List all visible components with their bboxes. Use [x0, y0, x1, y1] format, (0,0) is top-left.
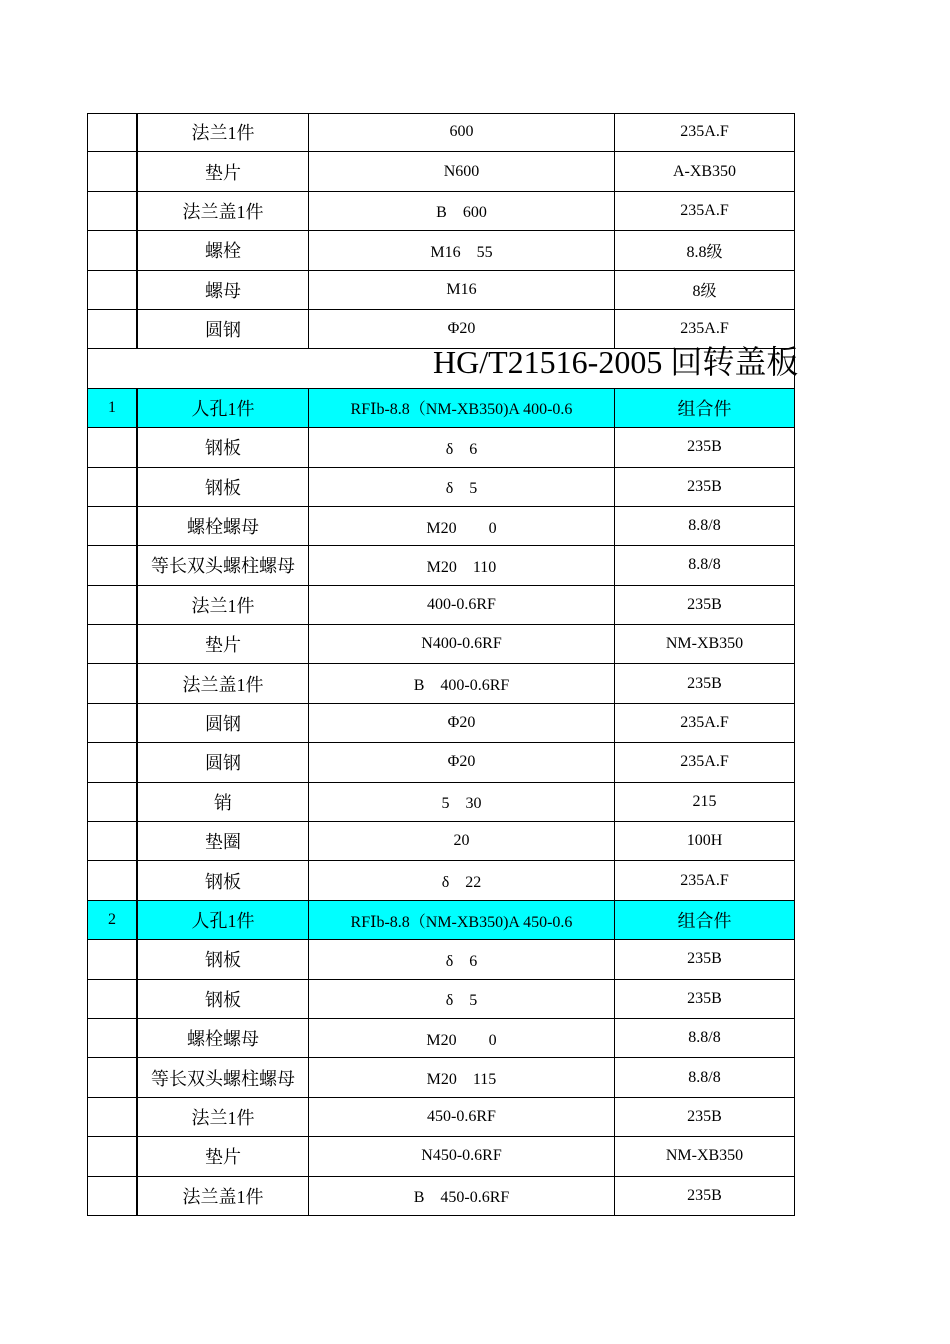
- table-row[interactable]: [87, 1137, 795, 1176]
- cell-name[interactable]: 法兰盖1件: [138, 192, 309, 230]
- cell-material[interactable]: 235B: [615, 586, 795, 624]
- cell-name[interactable]: 钢板: [138, 861, 309, 899]
- cell-name[interactable]: 螺栓螺母: [138, 507, 309, 545]
- cell-material[interactable]: 235A.F: [615, 861, 795, 899]
- cell-material[interactable]: 235A.F: [615, 192, 795, 230]
- section-title: HG/T21516-2005 回转盖板: [433, 344, 799, 381]
- cell-no[interactable]: [87, 1019, 138, 1057]
- cell-spec[interactable]: M16 55: [309, 231, 615, 269]
- cell-material[interactable]: 235A.F: [615, 310, 795, 348]
- cell-spec[interactable]: B 600: [309, 192, 615, 230]
- cell-no[interactable]: [87, 1137, 138, 1175]
- cell-material[interactable]: 235A.F: [615, 743, 795, 781]
- cell-name[interactable]: 钢板: [138, 940, 309, 978]
- cell-no[interactable]: [87, 113, 138, 151]
- table-row[interactable]: [87, 389, 795, 428]
- cell-spec[interactable]: δ 6: [309, 428, 615, 466]
- cell-material[interactable]: 235A.F: [615, 113, 795, 151]
- cell-spec[interactable]: M20 115: [309, 1058, 615, 1096]
- cell-no[interactable]: [87, 625, 138, 663]
- table-row[interactable]: [87, 468, 795, 507]
- cell-no[interactable]: [87, 704, 138, 742]
- cell-name[interactable]: 销: [138, 783, 309, 821]
- cell-material[interactable]: 8级: [615, 271, 795, 309]
- cell-name[interactable]: 人孔1件: [138, 389, 309, 427]
- cell-name[interactable]: 垫圈: [138, 822, 309, 860]
- cell-no[interactable]: [87, 1058, 138, 1096]
- cell-material[interactable]: 组合件: [615, 389, 795, 427]
- cell-material[interactable]: 235B: [615, 428, 795, 466]
- cell-material[interactable]: 235A.F: [615, 704, 795, 742]
- cell-material[interactable]: A-XB350: [615, 152, 795, 190]
- cell-material[interactable]: 8.8/8: [615, 546, 795, 584]
- cell-material[interactable]: 235B: [615, 940, 795, 978]
- cell-name[interactable]: 钢板: [138, 980, 309, 1018]
- cell-material[interactable]: 235B: [615, 1177, 795, 1215]
- cell-no[interactable]: [87, 861, 138, 899]
- table-row[interactable]: [87, 546, 795, 585]
- cell-spec[interactable]: N600: [309, 152, 615, 190]
- cell-spec[interactable]: Φ20: [309, 310, 615, 348]
- cell-no[interactable]: [87, 586, 138, 624]
- table-row[interactable]: [87, 1019, 795, 1058]
- cell-name[interactable]: 人孔1件: [138, 901, 309, 939]
- table-row[interactable]: [87, 940, 795, 979]
- cell-no[interactable]: [87, 664, 138, 702]
- cell-no[interactable]: 1: [87, 389, 138, 427]
- table-row[interactable]: [87, 625, 795, 664]
- table-row[interactable]: [87, 980, 795, 1019]
- cell-spec[interactable]: Φ20: [309, 743, 615, 781]
- cell-material[interactable]: NM-XB350: [615, 625, 795, 663]
- cell-spec[interactable]: M16: [309, 271, 615, 309]
- table-row[interactable]: [87, 507, 795, 546]
- cell-material[interactable]: NM-XB350: [615, 1137, 795, 1175]
- cell-spec[interactable]: N450-0.6RF: [309, 1137, 615, 1175]
- table-rows-top: [87, 113, 795, 349]
- cell-no[interactable]: [87, 1098, 138, 1136]
- cell-no[interactable]: [87, 940, 138, 978]
- spreadsheet-table: [87, 113, 799, 1216]
- cell-no[interactable]: [87, 507, 138, 545]
- cell-name[interactable]: 螺栓: [138, 231, 309, 269]
- table-rows-bottom: [87, 389, 795, 1216]
- cell-material[interactable]: 8.8级: [615, 231, 795, 269]
- cell-material[interactable]: 8.8/8: [615, 1058, 795, 1096]
- table-row[interactable]: [87, 192, 795, 231]
- cell-no[interactable]: 2: [87, 901, 138, 939]
- cell-no[interactable]: [87, 231, 138, 269]
- cell-material[interactable]: 235B: [615, 1098, 795, 1136]
- table-row[interactable]: [87, 428, 795, 467]
- table-row[interactable]: [87, 704, 795, 743]
- cell-no[interactable]: [87, 980, 138, 1018]
- cell-no[interactable]: [87, 822, 138, 860]
- cell-spec[interactable]: 450-0.6RF: [309, 1098, 615, 1136]
- cell-no[interactable]: [87, 468, 138, 506]
- cell-spec[interactable]: 400-0.6RF: [309, 586, 615, 624]
- cell-material[interactable]: 100H: [615, 822, 795, 860]
- cell-spec[interactable]: M20 110: [309, 546, 615, 584]
- cell-spec[interactable]: 600: [309, 113, 615, 151]
- cell-name[interactable]: 法兰1件: [138, 1098, 309, 1136]
- cell-no[interactable]: [87, 743, 138, 781]
- table-row[interactable]: [87, 1058, 795, 1097]
- cell-no[interactable]: [87, 428, 138, 466]
- cell-spec[interactable]: B 450-0.6RF: [309, 1177, 615, 1215]
- cell-material[interactable]: 235B: [615, 468, 795, 506]
- cell-no[interactable]: [87, 546, 138, 584]
- cell-spec[interactable]: B 400-0.6RF: [309, 664, 615, 702]
- cell-name[interactable]: 法兰1件: [138, 586, 309, 624]
- cell-name[interactable]: 垫片: [138, 625, 309, 663]
- cell-name[interactable]: 圆钢: [138, 743, 309, 781]
- table-row[interactable]: [87, 271, 795, 310]
- table-row[interactable]: [87, 586, 795, 625]
- table-row[interactable]: [87, 861, 795, 900]
- table-row[interactable]: [87, 113, 795, 152]
- cell-no[interactable]: [87, 192, 138, 230]
- table-row[interactable]: [87, 231, 795, 270]
- cell-spec[interactable]: 20: [309, 822, 615, 860]
- cell-spec[interactable]: δ 5: [309, 980, 615, 1018]
- cell-spec[interactable]: RFⅠb-8.8（NM-XB350)A 450-0.6: [309, 901, 615, 939]
- cell-name[interactable]: 垫片: [138, 1137, 309, 1175]
- table-row[interactable]: [87, 901, 795, 940]
- cell-spec[interactable]: M20 0: [309, 1019, 615, 1057]
- cell-name[interactable]: 等长双头螺柱螺母: [138, 1058, 309, 1096]
- cell-spec[interactable]: δ 22: [309, 861, 615, 899]
- table-row[interactable]: [87, 783, 795, 822]
- cell-name[interactable]: 法兰1件: [138, 113, 309, 151]
- cell-name[interactable]: 法兰盖1件: [138, 664, 309, 702]
- cell-no[interactable]: [87, 271, 138, 309]
- cell-name[interactable]: 圆钢: [138, 310, 309, 348]
- cell-name[interactable]: 法兰盖1件: [138, 1177, 309, 1215]
- table-row[interactable]: [87, 1177, 795, 1216]
- cell-name[interactable]: 钢板: [138, 428, 309, 466]
- cell-spec[interactable]: 5 30: [309, 783, 615, 821]
- cell-material[interactable]: 235B: [615, 664, 795, 702]
- table-row[interactable]: [87, 1098, 795, 1137]
- cell-name[interactable]: 等长双头螺柱螺母: [138, 546, 309, 584]
- cell-no[interactable]: [87, 783, 138, 821]
- cell-material[interactable]: 8.8/8: [615, 1019, 795, 1057]
- cell-material[interactable]: 8.8/8: [615, 507, 795, 545]
- cell-material[interactable]: 组合件: [615, 901, 795, 939]
- cell-spec[interactable]: N400-0.6RF: [309, 625, 615, 663]
- cell-no[interactable]: [87, 310, 138, 348]
- cell-name[interactable]: 螺母: [138, 271, 309, 309]
- cell-no[interactable]: [87, 1177, 138, 1215]
- table-row[interactable]: [87, 743, 795, 782]
- cell-spec[interactable]: δ 5: [309, 468, 615, 506]
- table-row[interactable]: [87, 822, 795, 861]
- cell-name[interactable]: 圆钢: [138, 704, 309, 742]
- cell-spec[interactable]: M20 0: [309, 507, 615, 545]
- cell-material[interactable]: 215: [615, 783, 795, 821]
- cell-material[interactable]: 235B: [615, 980, 795, 1018]
- cell-name[interactable]: 垫片: [138, 152, 309, 190]
- cell-name[interactable]: 螺栓螺母: [138, 1019, 309, 1057]
- cell-spec[interactable]: Φ20: [309, 704, 615, 742]
- table-row[interactable]: [87, 664, 795, 703]
- table-row[interactable]: [87, 152, 795, 191]
- section-title-row: [87, 344, 799, 388]
- cell-spec[interactable]: δ 6: [309, 940, 615, 978]
- cell-no[interactable]: [87, 152, 138, 190]
- cell-name[interactable]: 钢板: [138, 468, 309, 506]
- cell-spec[interactable]: RFⅠb-8.8（NM-XB350)A 400-0.6: [309, 389, 615, 427]
